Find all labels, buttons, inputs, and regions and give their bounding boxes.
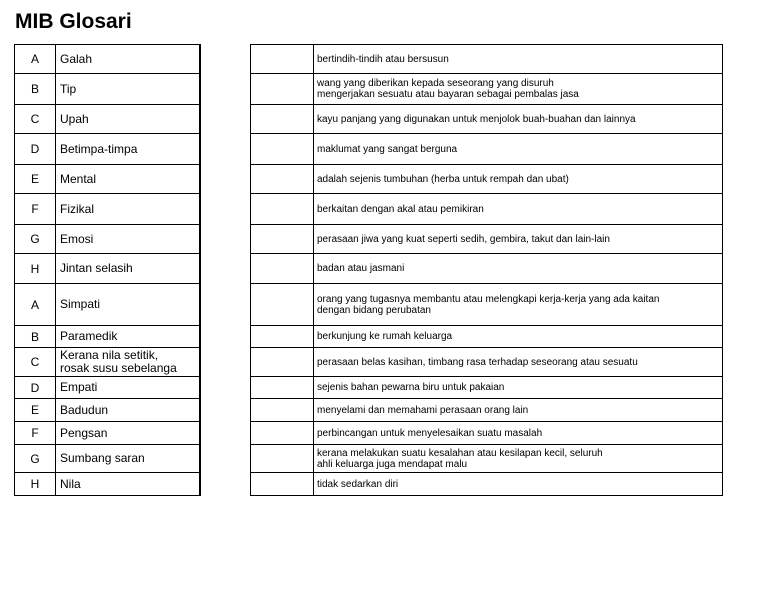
term-letter: G	[15, 225, 56, 254]
definition-text: kayu panjang yang digunakan untuk menjolok buah-buahan dan lainnya	[314, 105, 723, 134]
term-row	[15, 105, 200, 134]
term-letter: A	[15, 45, 56, 74]
term-table	[14, 44, 201, 496]
term-word: Nila	[56, 473, 200, 496]
term-row	[15, 326, 200, 348]
term-word: Fizikal	[56, 194, 200, 225]
definition-table-body	[251, 45, 723, 496]
term-row	[15, 445, 200, 473]
term-row	[15, 422, 200, 445]
term-word: Simpati	[56, 284, 200, 326]
term-row	[15, 473, 200, 496]
term-letter: G	[15, 445, 56, 473]
term-row	[15, 399, 200, 422]
definition-text: perbincangan untuk menyelesaikan suatu masalah	[314, 422, 723, 445]
answer-blank[interactable]	[251, 445, 314, 473]
definition-row	[251, 74, 723, 105]
term-word: Mental	[56, 165, 200, 194]
definition-row	[251, 326, 723, 348]
term-letter: E	[15, 165, 56, 194]
term-word: Sumbang saran	[56, 445, 200, 473]
answer-blank[interactable]	[251, 105, 314, 134]
term-row	[15, 254, 200, 284]
answer-blank[interactable]	[251, 194, 314, 225]
definition-row	[251, 105, 723, 134]
term-word: Paramedik	[56, 326, 200, 348]
definition-row	[251, 445, 723, 473]
term-word: Upah	[56, 105, 200, 134]
definition-row	[251, 473, 723, 496]
definition-row	[251, 194, 723, 225]
definition-text: berkunjung ke rumah keluarga	[314, 326, 723, 348]
definition-text: kerana melakukan suatu kesalahan atau kesilapan kecil, seluruh ahli keluarga juga mendapat malu	[314, 445, 723, 473]
term-row	[15, 284, 200, 326]
term-word: Tip	[56, 74, 200, 105]
definition-text: adalah sejenis tumbuhan (herba untuk rempah dan ubat)	[314, 165, 723, 194]
term-row	[15, 194, 200, 225]
term-table-body	[15, 45, 200, 496]
definition-row	[251, 45, 723, 74]
definition-row	[251, 225, 723, 254]
term-letter: A	[15, 284, 56, 326]
answer-blank[interactable]	[251, 348, 314, 377]
answer-blank[interactable]	[251, 225, 314, 254]
term-row	[15, 377, 200, 399]
term-letter: E	[15, 399, 56, 422]
term-letter: B	[15, 326, 56, 348]
term-word: Kerana nila setitik, rosak susu sebelanga	[56, 348, 200, 377]
definition-row	[251, 422, 723, 445]
term-word: Emosi	[56, 225, 200, 254]
term-word: Badudun	[56, 399, 200, 422]
term-row	[15, 134, 200, 165]
definition-text: berkaitan dengan akal atau pemikiran	[314, 194, 723, 225]
definition-text: maklumat yang sangat berguna	[314, 134, 723, 165]
definition-text: tidak sedarkan diri	[314, 473, 723, 496]
term-letter: C	[15, 105, 56, 134]
term-letter: H	[15, 473, 56, 496]
term-row	[15, 74, 200, 105]
definition-text: perasaan jiwa yang kuat seperti sedih, gembira, takut dan lain-lain	[314, 225, 723, 254]
definition-text: menyelami dan memahami perasaan orang lain	[314, 399, 723, 422]
page-title: MIB Glosari	[15, 10, 132, 33]
definition-text: sejenis bahan pewarna biru untuk pakaian	[314, 377, 723, 399]
term-letter: D	[15, 377, 56, 399]
term-letter: C	[15, 348, 56, 377]
definition-row	[251, 134, 723, 165]
definition-row	[251, 284, 723, 326]
term-letter: F	[15, 194, 56, 225]
definition-text: bertindih-tindih atau bersusun	[314, 45, 723, 74]
term-letter: H	[15, 254, 56, 284]
definition-row	[251, 399, 723, 422]
answer-blank[interactable]	[251, 165, 314, 194]
term-word: Pengsan	[56, 422, 200, 445]
term-word: Betimpa-timpa	[56, 134, 200, 165]
definition-row	[251, 165, 723, 194]
answer-blank[interactable]	[251, 134, 314, 165]
answer-blank[interactable]	[251, 284, 314, 326]
definition-table	[250, 44, 723, 496]
term-letter: B	[15, 74, 56, 105]
term-word: Empati	[56, 377, 200, 399]
definition-text: perasaan belas kasihan, timbang rasa terhadap seseorang atau sesuatu	[314, 348, 723, 377]
answer-blank[interactable]	[251, 399, 314, 422]
term-letter: D	[15, 134, 56, 165]
answer-blank[interactable]	[251, 45, 314, 74]
answer-blank[interactable]	[251, 422, 314, 445]
term-word: Galah	[56, 45, 200, 74]
definition-text: wang yang diberikan kepada seseorang yang disuruh mengerjakan sesuatu atau bayaran sebagai pembalas jasa	[314, 74, 723, 105]
term-row	[15, 45, 200, 74]
definition-text: badan atau jasmani	[314, 254, 723, 284]
definition-row	[251, 254, 723, 284]
term-row	[15, 348, 200, 377]
definition-row	[251, 348, 723, 377]
term-row	[15, 165, 200, 194]
answer-blank[interactable]	[251, 326, 314, 348]
definition-row	[251, 377, 723, 399]
term-word: Jintan selasih	[56, 254, 200, 284]
definition-text: orang yang tugasnya membantu atau melengkapi kerja-kerja yang ada kaitan dengan bidang perubatan	[314, 284, 723, 326]
term-letter: F	[15, 422, 56, 445]
answer-blank[interactable]	[251, 254, 314, 284]
answer-blank[interactable]	[251, 473, 314, 496]
term-row	[15, 225, 200, 254]
answer-blank[interactable]	[251, 74, 314, 105]
answer-blank[interactable]	[251, 377, 314, 399]
